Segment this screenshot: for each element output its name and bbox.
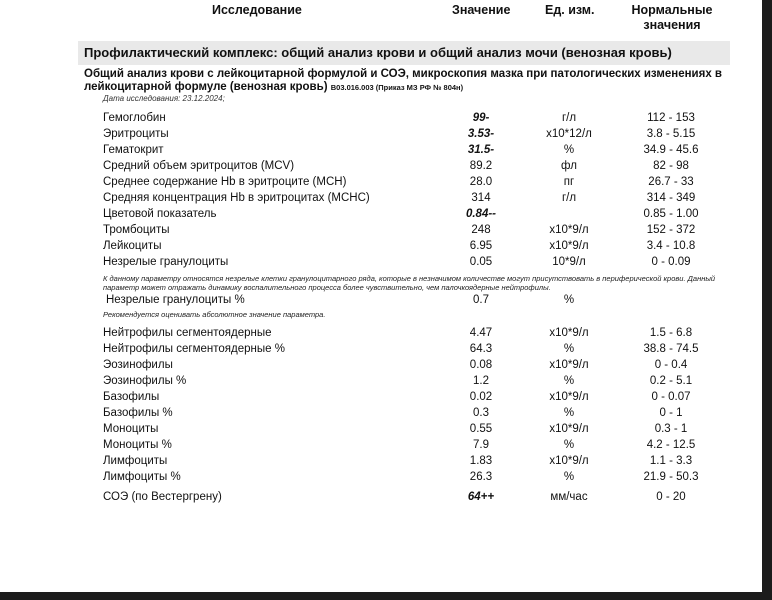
result-reference: 0 - 0.09 bbox=[651, 256, 691, 268]
result-name: Эозинофилы bbox=[103, 359, 173, 371]
result-reference: 0.2 - 5.1 bbox=[649, 375, 693, 387]
result-name: Лейкоциты bbox=[103, 240, 162, 252]
result-name: Незрелые гранулоциты % bbox=[106, 294, 245, 306]
result-value: 6.95 bbox=[469, 240, 493, 252]
result-unit: мм/час bbox=[550, 491, 588, 503]
result-value: 89.2 bbox=[469, 160, 493, 172]
table-row bbox=[0, 238, 762, 254]
result-name: Тромбоциты bbox=[103, 224, 170, 236]
result-unit: x10*9/л bbox=[549, 359, 589, 371]
table-row bbox=[0, 357, 762, 373]
result-unit: % bbox=[563, 471, 575, 483]
result-value: 31.5- bbox=[467, 144, 495, 156]
result-reference: 0.85 - 1.00 bbox=[643, 208, 699, 220]
table-row bbox=[0, 142, 762, 158]
table-row bbox=[0, 126, 762, 142]
test-code: B03.016.003 (Приказ МЗ РФ № 804н) bbox=[330, 83, 464, 92]
result-unit: x10*9/л bbox=[549, 423, 589, 435]
column-header-unit: Ед. изм. bbox=[545, 3, 595, 17]
test-subtitle-text: Общий анализ крови с лейкоцитарной формулой и СОЭ, микроскопия мазка при патологических изменениях в лейкоцитарной формуле (венозная кровь) bbox=[84, 68, 722, 93]
result-value: 0.84-- bbox=[465, 208, 497, 220]
result-value: 3.53- bbox=[467, 128, 495, 140]
result-reference: 3.8 - 5.15 bbox=[646, 128, 696, 140]
result-value: 314 bbox=[471, 192, 491, 204]
result-unit: г/л bbox=[561, 192, 577, 204]
result-name: Средний объем эритроцитов (MCV) bbox=[103, 160, 295, 172]
result-unit: г/л bbox=[561, 112, 577, 124]
result-reference: 0 - 20 bbox=[656, 491, 686, 503]
test-subtitle bbox=[84, 68, 734, 94]
result-reference: 38.8 - 74.5 bbox=[643, 343, 699, 355]
result-value: 28.0 bbox=[469, 176, 493, 188]
result-reference: 0 - 1 bbox=[659, 407, 683, 419]
result-name: СОЭ (по Вестергрену) bbox=[103, 491, 222, 503]
result-name: Нейтрофилы сегментоядерные % bbox=[103, 343, 285, 355]
result-name: Базофилы bbox=[103, 391, 160, 403]
result-unit: пг bbox=[563, 176, 575, 188]
result-value: 0.08 bbox=[469, 359, 493, 371]
result-unit: фл bbox=[561, 160, 577, 172]
result-reference: 4.2 - 12.5 bbox=[646, 439, 696, 451]
result-name: Цветовой показатель bbox=[103, 208, 217, 220]
result-reference: 82 - 98 bbox=[653, 160, 689, 172]
result-name: Незрелые гранулоциты bbox=[103, 256, 229, 268]
table-row bbox=[0, 158, 762, 174]
result-value: 64++ bbox=[467, 491, 495, 503]
result-reference: 314 - 349 bbox=[646, 192, 696, 204]
note-immature-granulocytes: К данному параметру относятся незрелые клетки гранулоцитарного ряда, которые в незначимом количестве могут присутствовать в периферической крови. Данный параметр может отражать динамику воспалительного процесса более чувствительно, чем палочкоядерные нейтрофилы. bbox=[103, 274, 716, 292]
result-reference: 0 - 0.07 bbox=[651, 391, 691, 403]
table-row bbox=[0, 110, 762, 126]
table-row bbox=[0, 254, 762, 270]
table-row bbox=[0, 421, 762, 437]
result-reference: 0.3 - 1 bbox=[654, 423, 688, 435]
result-reference: 21.9 - 50.3 bbox=[643, 471, 699, 483]
result-name: Моноциты bbox=[103, 423, 159, 435]
result-value: 0.05 bbox=[469, 256, 493, 268]
table-row bbox=[0, 222, 762, 238]
study-date: Дата исследования: 23.12.2024; bbox=[103, 94, 225, 103]
result-unit: x10*9/л bbox=[549, 224, 589, 236]
result-name: Моноциты % bbox=[103, 439, 172, 451]
result-value: 1.2 bbox=[473, 375, 489, 387]
result-unit: x10*9/л bbox=[549, 455, 589, 467]
frame-right-edge bbox=[762, 0, 772, 600]
column-header-study: Исследование bbox=[212, 3, 302, 17]
result-name: Лимфоциты % bbox=[103, 471, 181, 483]
table-row bbox=[0, 437, 762, 453]
table-row bbox=[0, 292, 762, 308]
result-name: Базофилы % bbox=[103, 407, 173, 419]
result-unit: % bbox=[563, 294, 575, 306]
result-unit: x10*9/л bbox=[549, 391, 589, 403]
result-value: 64.3 bbox=[469, 343, 493, 355]
table-row bbox=[0, 373, 762, 389]
column-header-normal: Нормальные значения bbox=[631, 3, 713, 32]
result-name: Гемоглобин bbox=[103, 112, 166, 124]
table-row bbox=[0, 341, 762, 357]
section-title: Профилактический комплекс: общий анализ крови и общий анализ мочи (венозная кровь) bbox=[78, 41, 730, 65]
result-reference: 34.9 - 45.6 bbox=[643, 144, 699, 156]
result-unit: x10*9/л bbox=[549, 327, 589, 339]
note-absolute-value: Рекомендуется оценивать абсолютное значение параметра. bbox=[103, 310, 326, 319]
result-name: Эозинофилы % bbox=[103, 375, 187, 387]
table-row bbox=[0, 469, 762, 485]
result-reference: 1.5 - 6.8 bbox=[649, 327, 693, 339]
result-name: Лимфоциты bbox=[103, 455, 168, 467]
result-name: Эритроциты bbox=[103, 128, 169, 140]
result-value: 248 bbox=[471, 224, 491, 236]
result-value: 26.3 bbox=[469, 471, 493, 483]
table-row bbox=[0, 206, 762, 222]
result-name: Средняя концентрация Hb в эритроцитах (MCHC) bbox=[103, 192, 370, 204]
result-value: 0.3 bbox=[473, 407, 489, 419]
result-value: 1.83 bbox=[469, 455, 493, 467]
result-unit: 10*9/л bbox=[552, 256, 586, 268]
frame-bottom-edge bbox=[0, 592, 772, 600]
result-reference: 26.7 - 33 bbox=[648, 176, 694, 188]
result-name: Гематокрит bbox=[103, 144, 164, 156]
result-unit: % bbox=[563, 343, 575, 355]
result-unit: % bbox=[563, 375, 575, 387]
result-unit: % bbox=[563, 439, 575, 451]
result-unit: % bbox=[563, 407, 575, 419]
result-unit: x10*9/л bbox=[549, 240, 589, 252]
result-value: 7.9 bbox=[473, 439, 489, 451]
table-row bbox=[0, 190, 762, 206]
table-row bbox=[0, 405, 762, 421]
column-header-value: Значение bbox=[452, 3, 511, 17]
result-value: 0.02 bbox=[469, 391, 493, 403]
result-value: 0.7 bbox=[473, 294, 489, 306]
result-reference: 3.4 - 10.8 bbox=[646, 240, 696, 252]
table-row bbox=[0, 325, 762, 341]
result-name: Среднее содержание Hb в эритроците (MCH) bbox=[103, 176, 347, 188]
table-row bbox=[0, 489, 762, 505]
result-value: 99- bbox=[472, 112, 490, 124]
result-reference: 112 - 153 bbox=[647, 112, 695, 124]
result-unit: x10*12/л bbox=[546, 128, 592, 140]
result-reference: 0 - 0.4 bbox=[654, 359, 688, 371]
table-row bbox=[0, 174, 762, 190]
result-reference: 1.1 - 3.3 bbox=[649, 455, 693, 467]
result-value: 0.55 bbox=[469, 423, 493, 435]
result-unit: % bbox=[563, 144, 575, 156]
result-reference: 152 - 372 bbox=[646, 224, 696, 236]
result-value: 4.47 bbox=[469, 327, 493, 339]
result-name: Нейтрофилы сегментоядерные bbox=[103, 327, 272, 339]
table-row bbox=[0, 453, 762, 469]
table-row bbox=[0, 389, 762, 405]
